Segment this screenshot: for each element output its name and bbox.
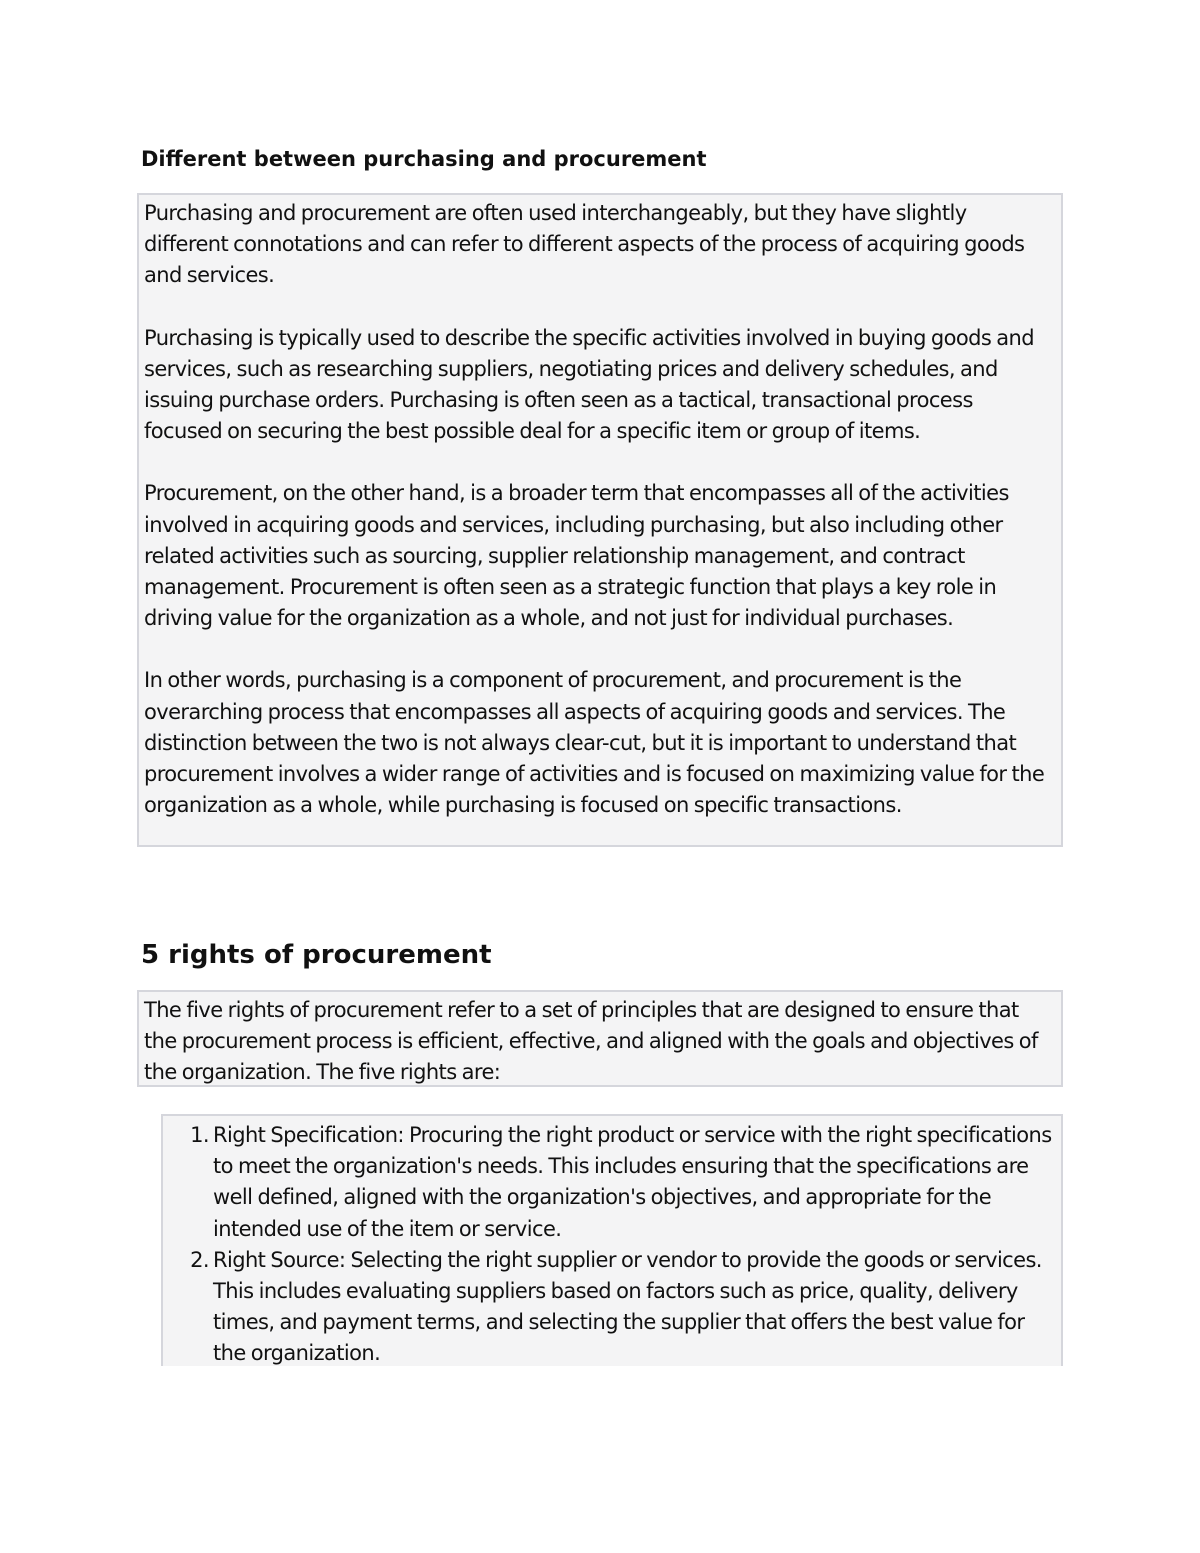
five-rights-intro-box [137, 990, 1063, 1087]
section-heading-5-rights: 5 rights of procurement [141, 940, 492, 970]
paragraph: Purchasing is typically used to describe the specific activities involved in buying goods and services, such as researching suppliers, negotiating prices and delivery schedules, and issuing purchase orders. Purchasing is often seen as a tactical, transactional process focused on securing the best possible deal for a specific item or group of items. [144, 325, 1034, 444]
paragraph: Purchasing and procurement are often used interchangeably, but they have slightly different connotations and can refer to different aspects of the process of acquiring goods and services. [144, 201, 1025, 288]
paragraph: Procurement, on the other hand, is a broader term that encompasses all of the activities involved in acquiring goods and services, including purchasing, but also including other related activities such as sourcing, supplier relationship management, and contract management. Procurement is often seen as a strategic function that plays a key role in driving value for the organization as a whole, and not just for individual purchases. [144, 481, 1009, 631]
list-item [163, 1245, 1055, 1370]
list-number: 2. [190, 1247, 209, 1272]
list-item-text: Right Specification: Procuring the right product or service with the right specifications to meet the organization's needs. This includes ensuring that the specifications are well defined, aligned with the organization's objectives, and appropriate for the intended use of the item or service. [213, 1123, 1052, 1241]
list-number: 1. [190, 1123, 209, 1147]
rights-list [163, 1120, 1055, 1370]
five-rights-list-box [161, 1114, 1063, 1366]
list-item-text: Right Source: Selecting the right supplier or vendor to provide the goods or services. This includes evaluating suppliers based on factors such as price, quality, delivery times, and payment terms, and selecting the supplier that offers the best value for the organization. [213, 1247, 1042, 1366]
section-heading-purchasing-vs-procurement: Different between purchasing and procurement [141, 147, 707, 171]
intro-paragraph: The five rights of procurement refer to a set of principles that are designed to ensure that the procurement process is efficient, effective, and aligned with the goals and objectives of the organization. The five rights are: [144, 998, 1038, 1085]
paragraph: In other words, purchasing is a component of procurement, and procurement is the overarching process that encompasses all aspects of acquiring goods and services. The distinction between the two is not always clear-cut, but it is important to understand that procurement involves a wider range of activities and is focused on maximizing value for the organization as a whole, while purchasing is focused on specific transactions. [144, 668, 1045, 818]
list-item [163, 1120, 1055, 1245]
purchasing-vs-procurement-text-box [137, 193, 1063, 847]
